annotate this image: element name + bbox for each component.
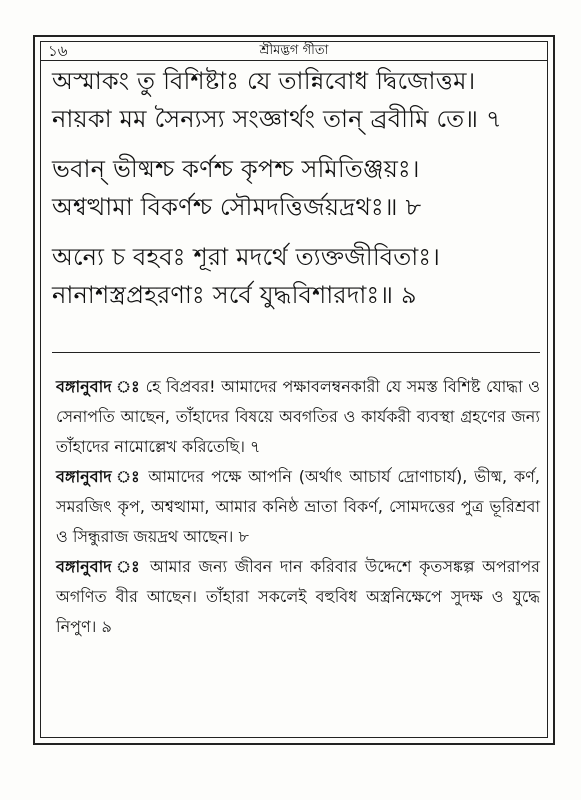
- translation-label: বঙ্গানুবাদ ঃ: [56, 377, 141, 396]
- translation-paragraph: [56, 552, 540, 642]
- translation-paragraph: [56, 462, 540, 552]
- translation-text: হে বিপ্রবর! আমাদের পক্ষাবলম্বনকারী যে সমস্ত বিশিষ্ট যোদ্ধা ও সেনাপতি আছেন, তাঁহাদের বিষয়ে অবগতির ও কার্যকরী ব্যবস্থা গ্রহণের জন্য তাঁহাদের নামোল্লেখ করিতেছি। ৭: [56, 377, 540, 456]
- verse-line: ভবান্ ভীষ্মশ্চ কর্ণশ্চ কৃপশ্চ সমিতিঞ্জয়ঃ।: [52, 155, 420, 183]
- verse-line: অশ্বত্থামা বিকর্ণশ্চ সৌমদত্তির্জয়দ্রথঃ॥ ৮: [52, 193, 422, 221]
- translation-text: আমার জন্য জীবন দান করিবার উদ্দেশে কৃতসঙ্কল্প অপরাপর অগণিত বীর আছেন। তাঁহারা সকলেই বহুবিধ অস্ত্রনিক্ষেপে সুদক্ষ ও যুদ্ধে নিপুণ। ৯: [56, 557, 540, 636]
- verse-line: নায়কা মম সৈন্যস্য সংজ্ঞার্থং তান্ ব্রবীমি তে॥ ৭: [52, 105, 502, 133]
- bengali-translation: [56, 372, 540, 642]
- page-header: [40, 41, 548, 61]
- translation-label: বঙ্গানুবাদ ঃ: [56, 467, 142, 486]
- verse-line: নানাশস্ত্রপ্রহরণাঃ সর্বে যুদ্ধবিশারদাঃ॥ ৯: [52, 281, 417, 309]
- running-title: শ্রীমদ্ভগ গীতা: [259, 43, 329, 58]
- verse-line: অন্যে চ বহবঃ শূরা মদর্থে ত্যক্তজীবিতাঃ।: [52, 243, 441, 271]
- translation-paragraph: [56, 372, 540, 462]
- translation-text: আমাদের পক্ষে আপনি (অর্থাৎ আচার্য দ্রোণাচার্য), ভীষ্ম, কর্ণ, সমরজিৎ কৃপ, অশ্বত্থামা, আমার কনিষ্ঠ ভ্রাতা বিকর্ণ, সোমদত্তের পুত্র ভূরিশ্রবা ও সিন্ধুরাজ জয়দ্রথ আছেন। ৮: [56, 467, 540, 546]
- translation-label: বঙ্গানুবাদ ঃ: [56, 557, 143, 576]
- section-divider: [52, 352, 540, 353]
- page-number: ১৬: [48, 42, 68, 60]
- verse-line: অস্মাকং তু বিশিষ্টাঃ যে তান্নিবোধ দ্বিজোত্তম।: [52, 67, 476, 95]
- sanskrit-verses: [52, 62, 542, 314]
